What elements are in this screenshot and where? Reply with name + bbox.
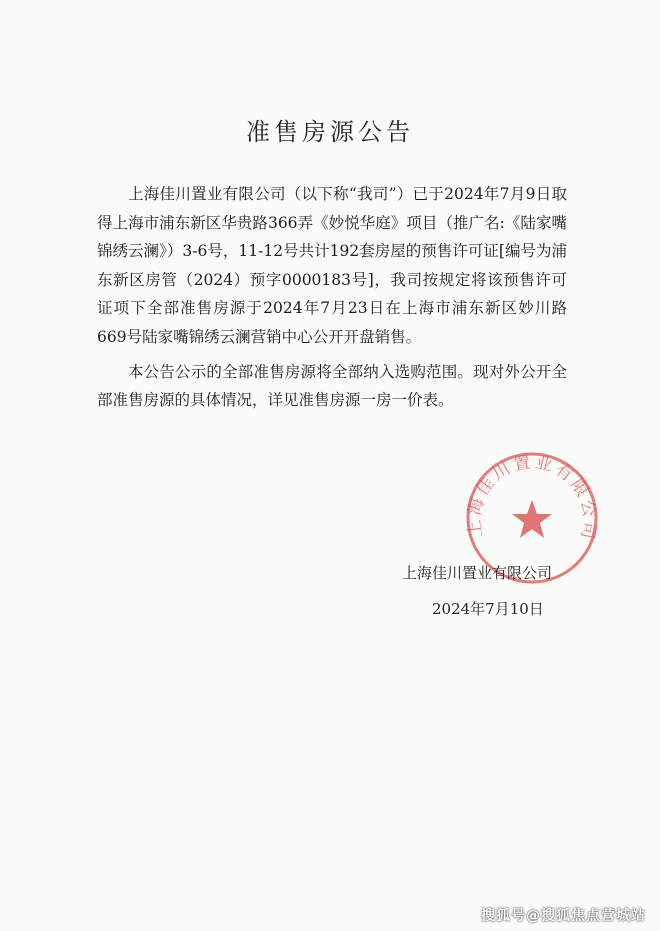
watermark-text: 搜狐号@搜狐焦点营城站 bbox=[481, 908, 646, 924]
signer-company: 上海佳川置业有限公司 bbox=[402, 564, 553, 582]
document-title: 准售房源公告 bbox=[246, 118, 414, 146]
body-paragraph-2: 本公告公示的全部准售房源将全部纳入选购范围。现对外公开全部准售房源的具体情况，详见准售房源一房一价表。 bbox=[97, 362, 567, 410]
svg-text:上海佳川置业有限公司 bbox=[464, 452, 599, 543]
signing-date: 2024年7月10日 bbox=[432, 600, 544, 618]
seal-text: 上海佳川置业有限公司 bbox=[464, 452, 600, 544]
seal-star-icon bbox=[512, 500, 552, 538]
document-body bbox=[97, 180, 567, 415]
body-paragraph-1: 上海佳川置业有限公司（以下称“我司”）已于2024年7月9日取得上海市浦东新区华贵路366弄《妙悦华庭》项目（推广名:《陆家嘴锦绣云澜》）3-6号，11-12号共计192套房屋的预售许可证[编号为浦东新区房管（2024）预字0000183号]，我司按规定将该预售许可证项下全部准售房源于2024年7月23日在上海市浦东新区妙川路669号陆家嘴锦绣云澜营销中心公开开盘销售。 bbox=[97, 185, 567, 346]
